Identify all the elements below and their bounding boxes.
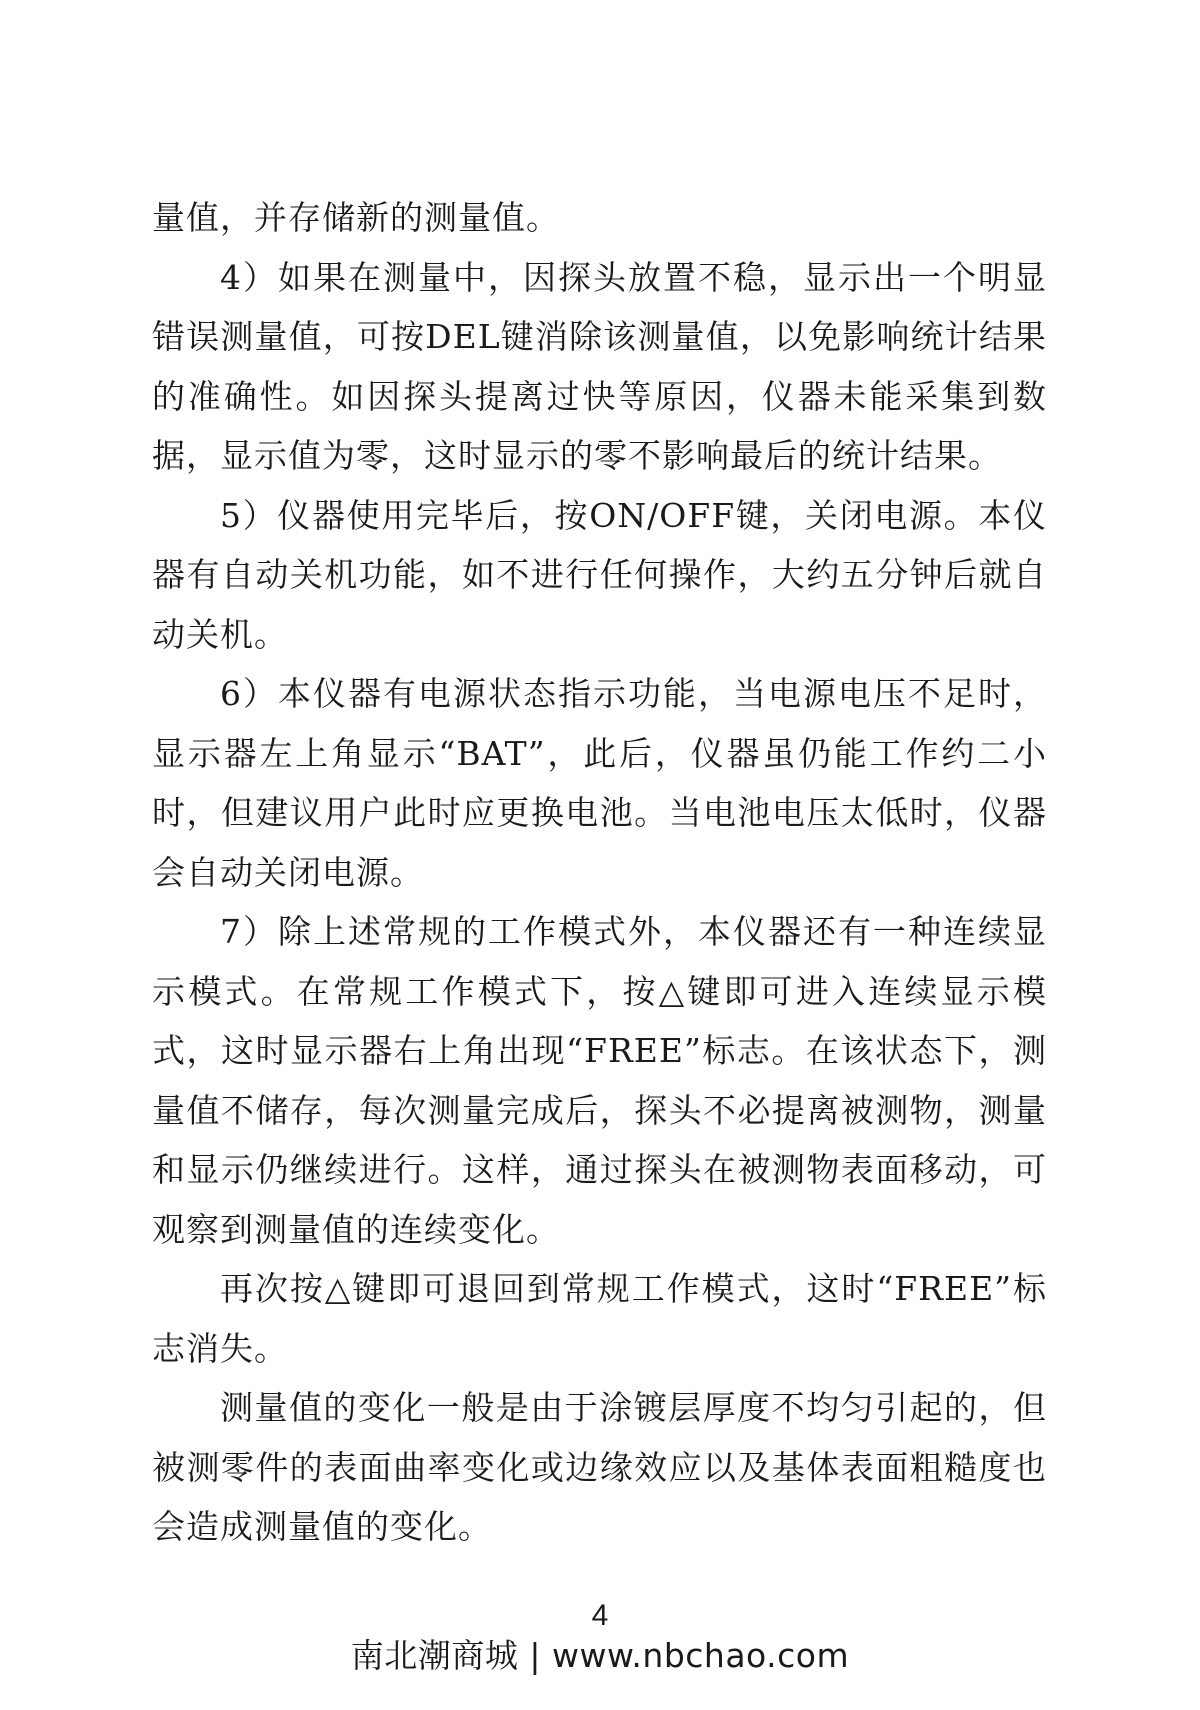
page-number: 4	[591, 1599, 609, 1632]
paragraph-free-mode-exit: 再次按△键即可退回到常规工作模式，这时“FREE”标志消失。	[152, 1269, 1047, 1368]
document-body	[152, 188, 1047, 1557]
paragraph-item-5: 5）仪器使用完毕后，按ON/OFF键，关闭电源。本仪器有自动关机功能，如不进行任何操作，大约五分钟后就自动关机。	[152, 495, 1047, 654]
paragraph-item-6: 6）本仪器有电源状态指示功能，当电源电压不足时，显示器左上角显示“BAT”，此后，仪器虽仍能工作约二小时，但建议用户此时应更换电池。当电池电压太低时，仪器会自动关闭电源。	[152, 674, 1047, 892]
paragraph-item-7: 7）除上述常规的工作模式外，本仪器还有一种连续显示模式。在常规工作模式下，按△键即可进入连续显示模式，这时显示器右上角出现“FREE”标志。在该状态下，测量值不储存，每次测量完成后，探头不必提离被测物，测量和显示仍继续进行。这样，通过探头在被测物表面移动，可观察到测量值的连续变化。	[152, 912, 1047, 1249]
paragraph-item-4: 4）如果在测量中，因探头放置不稳，显示出一个明显错误测量值，可按DEL键消除该测量值，以免影响统计结果的准确性。如因探头提离过快等原因，仪器未能采集到数据，显示值为零，这时显示的零不影响最后的统计结果。	[152, 257, 1047, 475]
paragraph-measurement-variation: 测量值的变化一般是由于涂镀层厚度不均匀引起的，但被测零件的表面曲率变化或边缘效应以及基体表面粗糙度也会造成测量值的变化。	[152, 1388, 1047, 1546]
footer-watermark: 南北潮商城 | www.nbchao.com	[350, 1636, 850, 1675]
paragraph-continuation: 量值，并存储新的测量值。	[152, 198, 560, 237]
